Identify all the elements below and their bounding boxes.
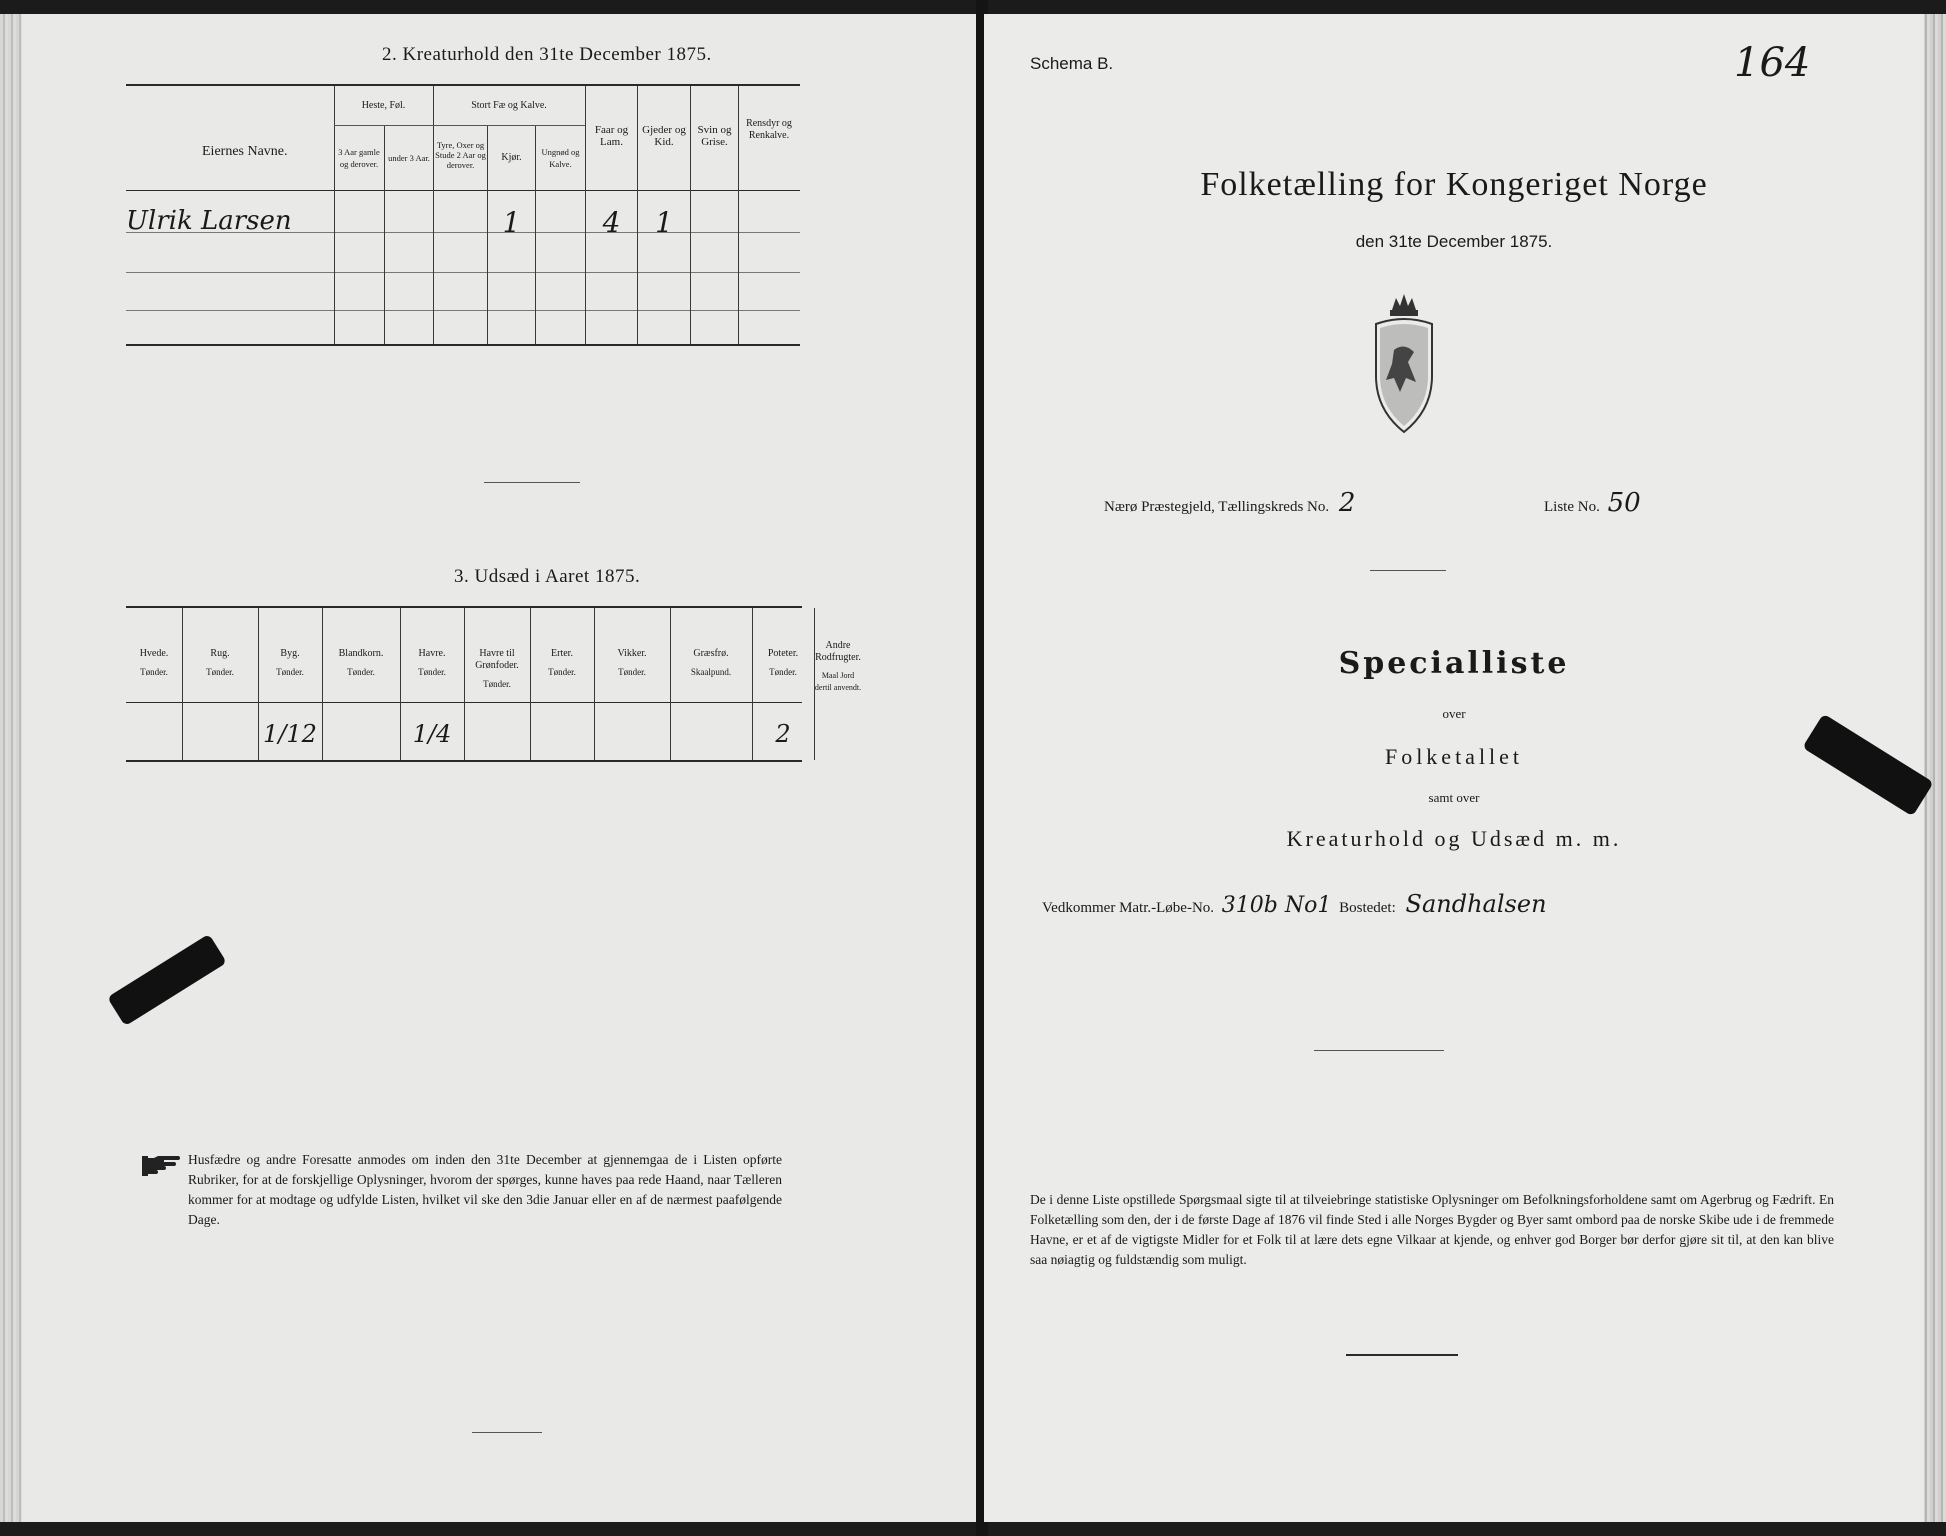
seed-value-cell: 1/12 xyxy=(263,720,317,748)
seed-column-name: Poteter. xyxy=(767,648,799,659)
col-kjor: Kjør. xyxy=(501,152,522,163)
parish-line xyxy=(1104,488,1355,518)
seed-column-header xyxy=(530,648,594,678)
owner-name-header: Eiernes Navne. xyxy=(202,144,288,159)
main-title: Folketælling for Kongeriget Norge xyxy=(1200,166,1708,203)
seed-column-unit: Tønder. xyxy=(483,679,511,689)
stort-fae-group-header: Stort Fæ og Kalve. xyxy=(471,100,547,111)
col-gjeder: Gjeder og Kid. xyxy=(642,124,686,148)
closing-rule xyxy=(1346,1354,1458,1356)
seed-column-header xyxy=(814,640,862,694)
matr-line xyxy=(1042,890,1547,918)
samt-over-text: samt over xyxy=(1428,790,1480,805)
matr-label: Vedkommer Matr.-Løbe-No. xyxy=(1042,900,1215,916)
left-page xyxy=(22,14,980,1522)
table-row-rule xyxy=(126,272,800,273)
seed-column-header xyxy=(670,648,752,678)
bosted-label: Bostedet: xyxy=(1339,900,1396,916)
seed-column-header xyxy=(258,648,322,678)
seed-column-name: Hvede. xyxy=(139,648,169,659)
seed-column-header xyxy=(126,648,182,678)
seed-column-name: Blandkorn. xyxy=(338,648,384,659)
seed-column-name: Byg. xyxy=(280,648,300,659)
table-top-rule xyxy=(126,84,800,86)
section-divider xyxy=(484,482,580,483)
seed-column-rule xyxy=(670,608,671,760)
owner-name-cell: Ulrik Larsen xyxy=(126,206,292,236)
seed-table-bottom-rule xyxy=(126,760,802,762)
faar-cell: 4 xyxy=(602,206,621,239)
seed-value-cell: 1/4 xyxy=(412,720,452,748)
seed-column-unit: Tønder. xyxy=(418,667,446,677)
seed-column-header xyxy=(594,648,670,678)
mid-divider xyxy=(1314,1050,1444,1051)
liste-label: Liste No. xyxy=(1544,499,1600,515)
notice-text: Husfædre og andre Foresatte anmodes om inden den 31te December at gjennemgaa de i Listen opførte Rubriker, for at de forskjellige Oplysninger, hvorom der spørges, kunne haves paa rede Haand, naar Tælleren kommer for at modtage og udfylde Listen, hvilket vil ske den 3die Januar eller en af de nærmest paafølgende Dage. xyxy=(188,1152,782,1227)
seed-column-name: Havre til Grønfoder. xyxy=(475,648,519,671)
col-faar: Faar og Lam. xyxy=(594,124,629,148)
col-heste-young: under 3 Aar. xyxy=(388,153,430,163)
over-text-1: over xyxy=(1442,706,1466,721)
seed-column-header xyxy=(182,648,258,678)
kjor-cell: 1 xyxy=(502,206,521,239)
right-page xyxy=(984,14,1924,1522)
heste-group-header: Heste, Føl. xyxy=(361,100,406,111)
seed-column-name: Andre Rodfrugter. xyxy=(815,640,861,663)
seed-column-rule xyxy=(530,608,531,760)
col-ungnod: Ungnød og Kalve. xyxy=(541,147,580,169)
table-header-rule xyxy=(126,190,800,191)
intro-text: De i denne Liste opstillede Spørgsmaal sigte til at tilveiebringe statistiske Oplysninger om Befolkningsforholdene samt om Agerbrug og Fædrift. En Folketælling som den, der i de første Dage af 1876 vil finde Sted i alle Norges Bygder og Byer samt ombord paa de norske Skibe ude i de fremmede Havne, er et af de vigtigste Midler for et Folk til at lære dets egne Vilkaar at kjende, og enhver god Borger bør derfor gjøre sit til, at den kan blive saa nøiagtig og fuldstændig som muligt. xyxy=(1030,1192,1834,1267)
livestock-title: 2. Kreaturhold den 31te December 1875. xyxy=(382,44,712,65)
page-number: 164 xyxy=(1734,40,1811,86)
seed-column-rule xyxy=(594,608,595,760)
norwegian-coat-of-arms-icon xyxy=(1366,280,1442,440)
footer-rule xyxy=(472,1432,542,1433)
seed-column-header xyxy=(322,648,400,678)
schema-label: Schema B. xyxy=(1030,54,1114,73)
col-rensdyr: Rensdyr og Renkalve. xyxy=(746,118,792,141)
col-svin: Svin og Grise. xyxy=(697,124,732,148)
table-row-rule xyxy=(126,310,800,311)
seed-column-name: Erter. xyxy=(551,648,573,659)
seed-column-name: Havre. xyxy=(418,648,446,659)
gjeder-cell: 1 xyxy=(655,206,673,239)
seed-column-unit: Tønder. xyxy=(548,667,576,677)
seed-column-unit: Skaalpund. xyxy=(690,667,732,677)
seed-column-unit: Tønder. xyxy=(769,667,797,677)
kreaturhold-heading: Kreaturhold og Udsæd m. m. xyxy=(1286,826,1622,851)
kreds-number: 2 xyxy=(1338,488,1356,518)
seed-column-unit: Maal Jord dertil anvendt. xyxy=(814,671,862,692)
table-bottom-rule xyxy=(126,344,800,346)
seed-column-rule xyxy=(322,608,323,760)
specialliste-heading: Specialliste xyxy=(1338,646,1570,681)
seed-value-cell: 2 xyxy=(775,720,791,748)
bosted-value: Sandhalsen xyxy=(1405,890,1547,918)
seed-column-header xyxy=(752,648,814,678)
title-divider xyxy=(1370,570,1446,571)
col-tyre: Tyre, Oxer og Stude 2 Aar og derover. xyxy=(435,140,486,170)
seed-column-unit: Tønder. xyxy=(206,667,234,677)
seed-column-unit: Tønder. xyxy=(618,667,646,677)
liste-line xyxy=(1544,488,1641,518)
liste-number: 50 xyxy=(1607,488,1641,518)
seed-column-unit: Tønder. xyxy=(140,667,168,677)
seed-column-name: Græsfrø. xyxy=(693,648,729,659)
col-heste-old: 3 Aar gamle og derover. xyxy=(338,147,380,169)
seed-column-header xyxy=(464,648,530,690)
seed-title: 3. Udsæd i Aaret 1875. xyxy=(454,566,641,587)
seed-column-name: Vikker. xyxy=(617,648,647,659)
matr-number: 310b No1 xyxy=(1221,893,1332,918)
parish-label: Nærø Præstegjeld, Tællingskreds No. xyxy=(1104,499,1330,515)
seed-column-unit: Tønder. xyxy=(276,667,304,677)
pointing-hand-icon xyxy=(142,1152,182,1180)
seed-column-unit: Tønder. xyxy=(347,667,375,677)
seed-column-name: Rug. xyxy=(210,648,230,659)
census-date: den 31te December 1875. xyxy=(1355,232,1553,251)
seed-column-header xyxy=(400,648,464,678)
folketallet-heading: Folketallet xyxy=(1384,744,1524,769)
seed-column-rule xyxy=(182,608,183,760)
